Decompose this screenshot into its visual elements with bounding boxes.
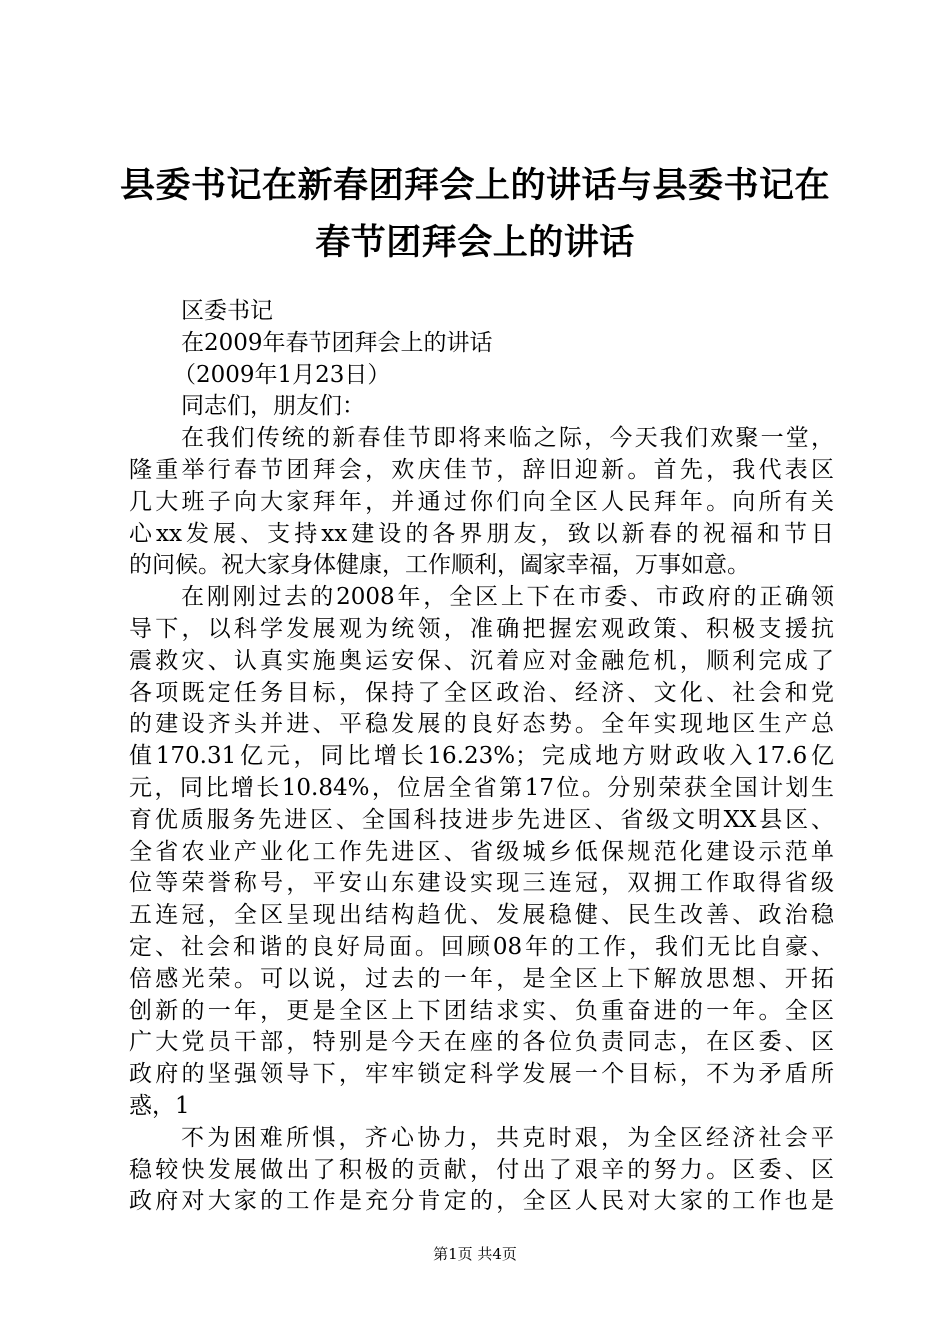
body-line: 广大党员干部，特别是今天在座的各位负责同志，在区委、区 (129, 1029, 834, 1056)
body-line: 元，同比增长10.84%，位居全省第17位。分别荣获全国计划生 (129, 774, 834, 801)
document-body (129, 296, 834, 1218)
body-line: 在我们传统的新春佳节即将来临之际，今天我们欢聚一堂， (181, 425, 834, 452)
body-line: 位等荣誉称号，平安山东建设实现三连冠，双拥工作取得省级 (129, 870, 834, 897)
title-line-1: 县委书记在新春团拜会上的讲话与县委书记在 (119, 166, 830, 206)
body-line: 倍感光荣。可以说，过去的一年，是全区上下解放思想、开拓 (129, 965, 834, 992)
body-line: 育优质服务先进区、全国科技进步先进区、省级文明XX县区、 (129, 806, 834, 833)
body-line: 五连冠，全区呈现出结构趋优、发展稳健、民生改善、政治稳 (129, 902, 834, 929)
body-line: 创新的一年，更是全区上下团结求实、负重奋进的一年。全区 (129, 997, 834, 1024)
body-line: 在2009年春节团拜会上的讲话 (181, 329, 493, 356)
body-line: 值170.31亿元，同比增长16.23%；完成地方财政收入17.6亿 (129, 743, 834, 770)
body-line: 隆重举行春节团拜会，欢庆佳节，辞旧迎新。首先，我代表区 (129, 456, 834, 483)
body-line: 同志们，朋友们： (181, 393, 365, 420)
body-line: 惑，1 (129, 1092, 190, 1119)
body-line: 不为困难所惧，齐心协力，共克时艰，为全区经济社会平 (181, 1124, 834, 1151)
body-line: 定、社会和谐的良好局面。回顾08年的工作，我们无比自豪、 (129, 933, 834, 960)
body-line: 稳较快发展做出了积极的贡献，付出了艰辛的努力。区委、区 (129, 1156, 834, 1183)
body-line: 的建设齐头并进、平稳发展的良好态势。全年实现地区生产总 (129, 711, 834, 738)
body-line: 导下，以科学发展观为统领，准确把握宏观政策、积极支援抗 (129, 615, 834, 642)
title-line-2: 春节团拜会上的讲话 (315, 223, 635, 263)
body-line: 的问候。祝大家身体健康，工作顺利，阖家幸福，万事如意。 (129, 552, 750, 579)
body-line: 几大班子向大家拜年，并通过你们向全区人民拜年。向所有关 (129, 488, 834, 515)
body-line: 区委书记 (181, 298, 273, 324)
body-line: 全省农业产业化工作先进区、省级城乡低保规范化建设示范单 (129, 838, 834, 865)
body-line: 心xx发展、支持xx建设的各界朋友，致以新春的祝福和节日 (129, 520, 834, 547)
body-line: （2009年1月23日） (173, 361, 391, 388)
document-title (110, 158, 840, 272)
body-line: 政府的坚强领导下，牢牢锁定科学发展一个目标，不为矛盾所 (129, 1061, 834, 1088)
body-line: 在刚刚过去的2008年，全区上下在市委、市政府的正确领 (181, 584, 834, 611)
body-line: 政府对大家的工作是充分肯定的，全区人民对大家的工作也是 (129, 1188, 834, 1215)
body-line: 震救灾、认真实施奥运安保、沉着应对金融危机，顺利完成了 (129, 647, 834, 674)
page-footer: 第1页 共4页 (433, 1245, 517, 1263)
body-line: 各项既定任务目标，保持了全区政治、经济、文化、社会和党 (129, 679, 834, 706)
